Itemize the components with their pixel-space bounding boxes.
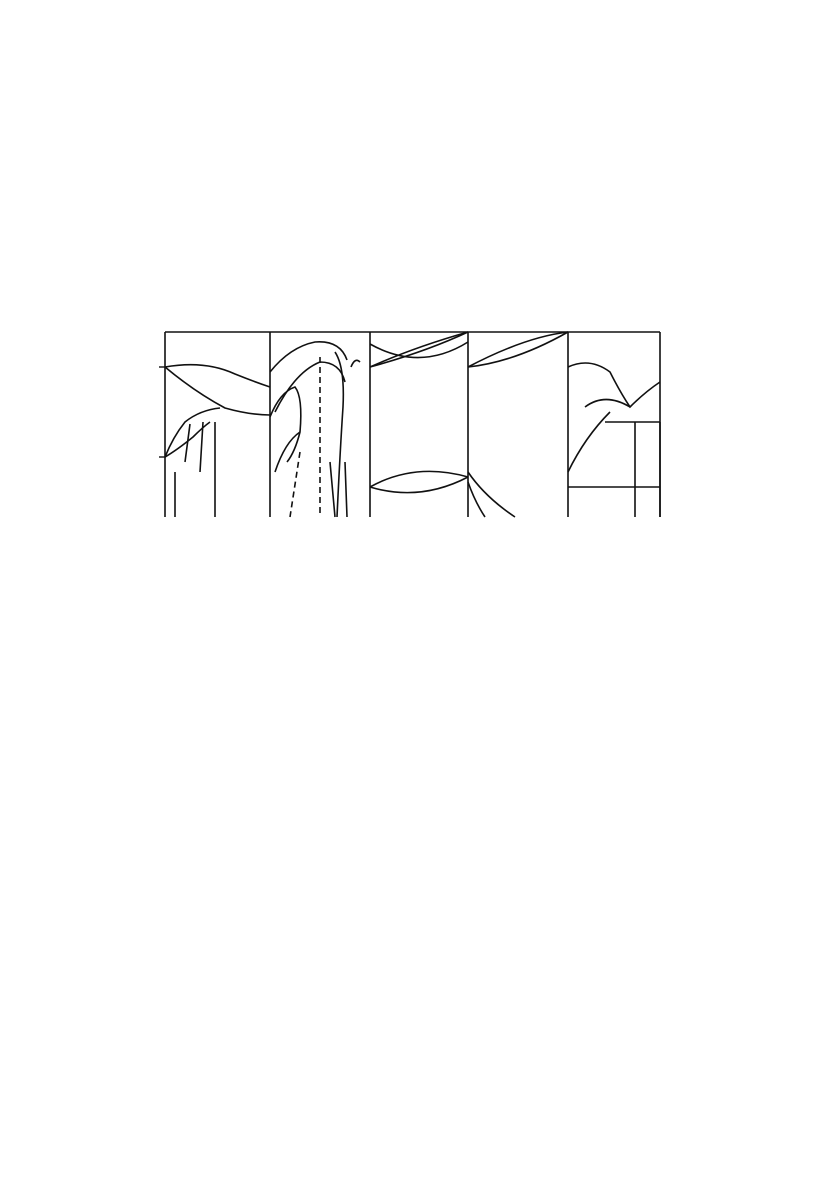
curve-b-dome	[275, 362, 345, 412]
curve-d-solidus	[468, 332, 568, 367]
curve-c-beta-upper	[370, 342, 468, 358]
frame-panel-c	[370, 332, 468, 517]
curve-a-liquidus	[165, 365, 270, 387]
curve-d-liquidus	[468, 332, 568, 367]
curve-a-transus	[165, 408, 220, 457]
curve-c-beta-lower	[370, 471, 468, 487]
frame-panel-a	[165, 332, 270, 517]
curve-b-lower	[275, 432, 347, 517]
curve-b-left	[270, 387, 301, 462]
phase-diagram-figure	[115, 312, 745, 572]
frame-panel-e	[568, 332, 660, 517]
curve-d-transus	[468, 472, 515, 517]
curve-b-right	[335, 352, 360, 517]
curve-a-phase-lines	[175, 422, 215, 517]
curve-e-solidus	[585, 400, 630, 408]
curve-e-eutectoid	[568, 412, 660, 517]
